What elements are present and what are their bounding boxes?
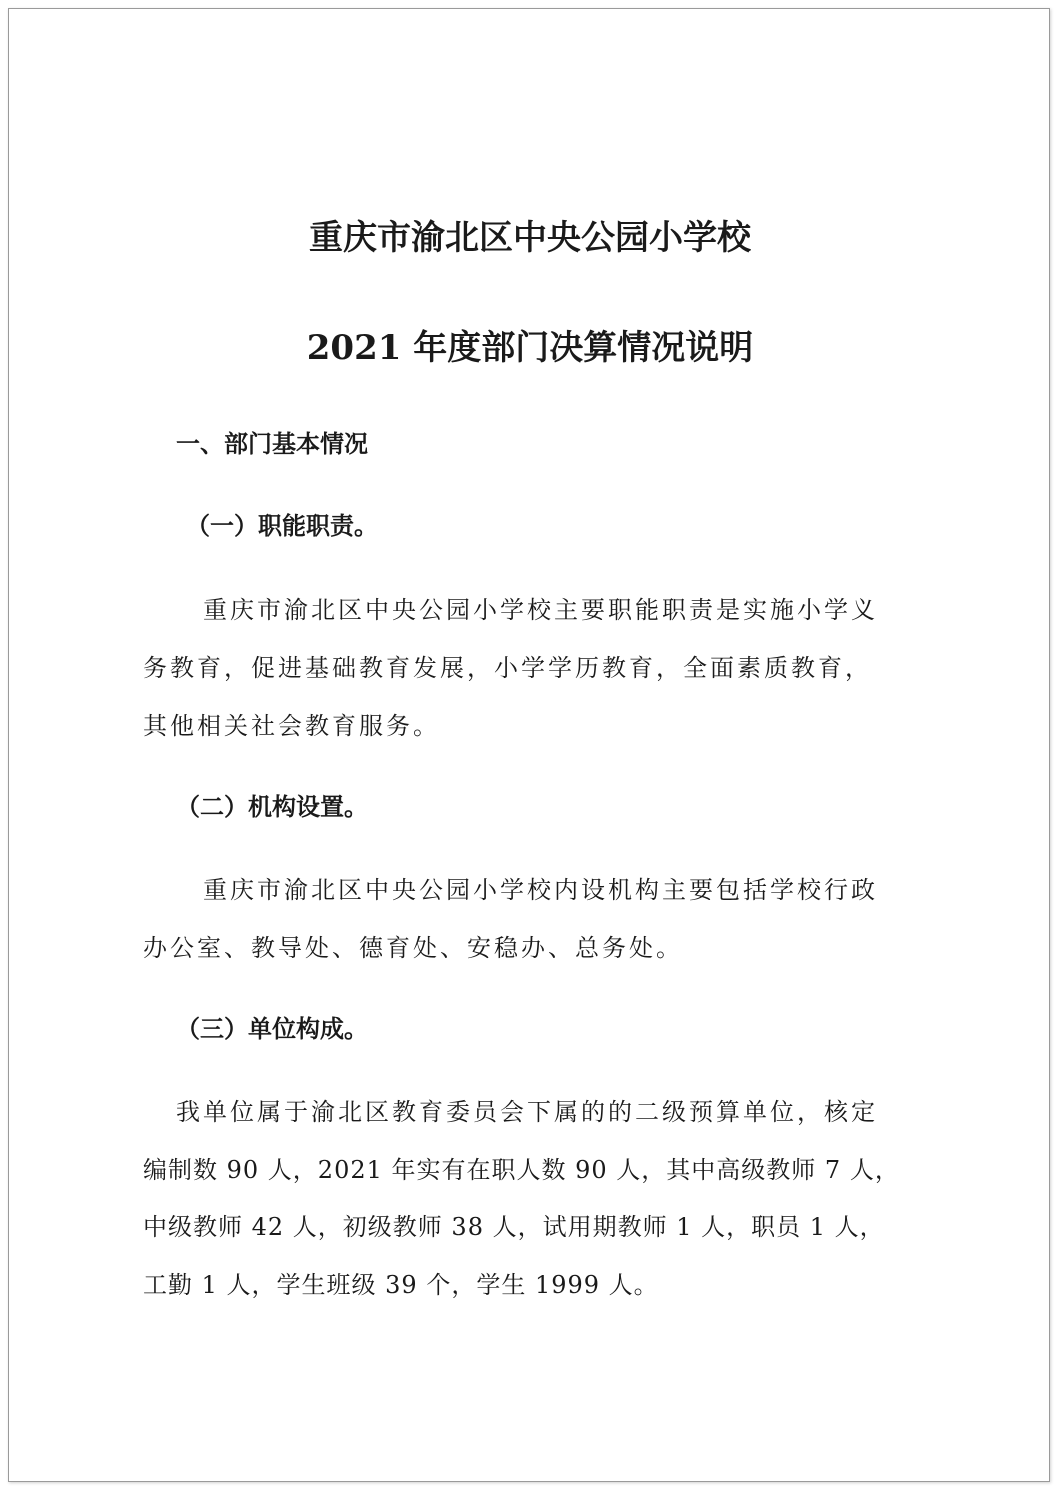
paragraph-line: 中级教师 42 人，初级教师 38 人，试用期教师 1 人，职员 1 人， bbox=[143, 1213, 885, 1241]
paragraph-line: 务教育，促进基础教育发展，小学学历教育，全面素质教育， bbox=[143, 654, 872, 682]
subsection-heading-composition: （三）单位构成。 bbox=[176, 1014, 368, 1043]
subsection-heading-structure: （二）机构设置。 bbox=[176, 792, 368, 821]
paragraph-line: 重庆市渝北区中央公园小学校内设机构主要包括学校行政 bbox=[203, 876, 878, 904]
paragraph-line: 重庆市渝北区中央公园小学校主要职能职责是实施小学义 bbox=[203, 596, 878, 624]
paragraph-line: 其他相关社会教育服务。 bbox=[143, 712, 440, 740]
subsection-heading-functions: （一）职能职责。 bbox=[186, 511, 378, 540]
paragraph-line: 办公室、教导处、德育处、安稳办、总务处。 bbox=[143, 934, 683, 962]
document-title: 重庆市渝北区中央公园小学校 bbox=[309, 218, 751, 258]
paragraph-line: 工勤 1 人，学生班级 39 个，学生 1999 人。 bbox=[143, 1271, 659, 1299]
section-heading-basic-info: 一、部门基本情况 bbox=[176, 429, 368, 458]
document-subtitle: 2021 年度部门决算情况说明 bbox=[306, 328, 754, 368]
paragraph-line: 我单位属于渝北区教育委员会下属的的二级预算单位，核定 bbox=[176, 1098, 878, 1126]
paragraph-line: 编制数 90 人，2021 年实有在职人数 90 人，其中高级教师 7 人， bbox=[143, 1156, 900, 1184]
